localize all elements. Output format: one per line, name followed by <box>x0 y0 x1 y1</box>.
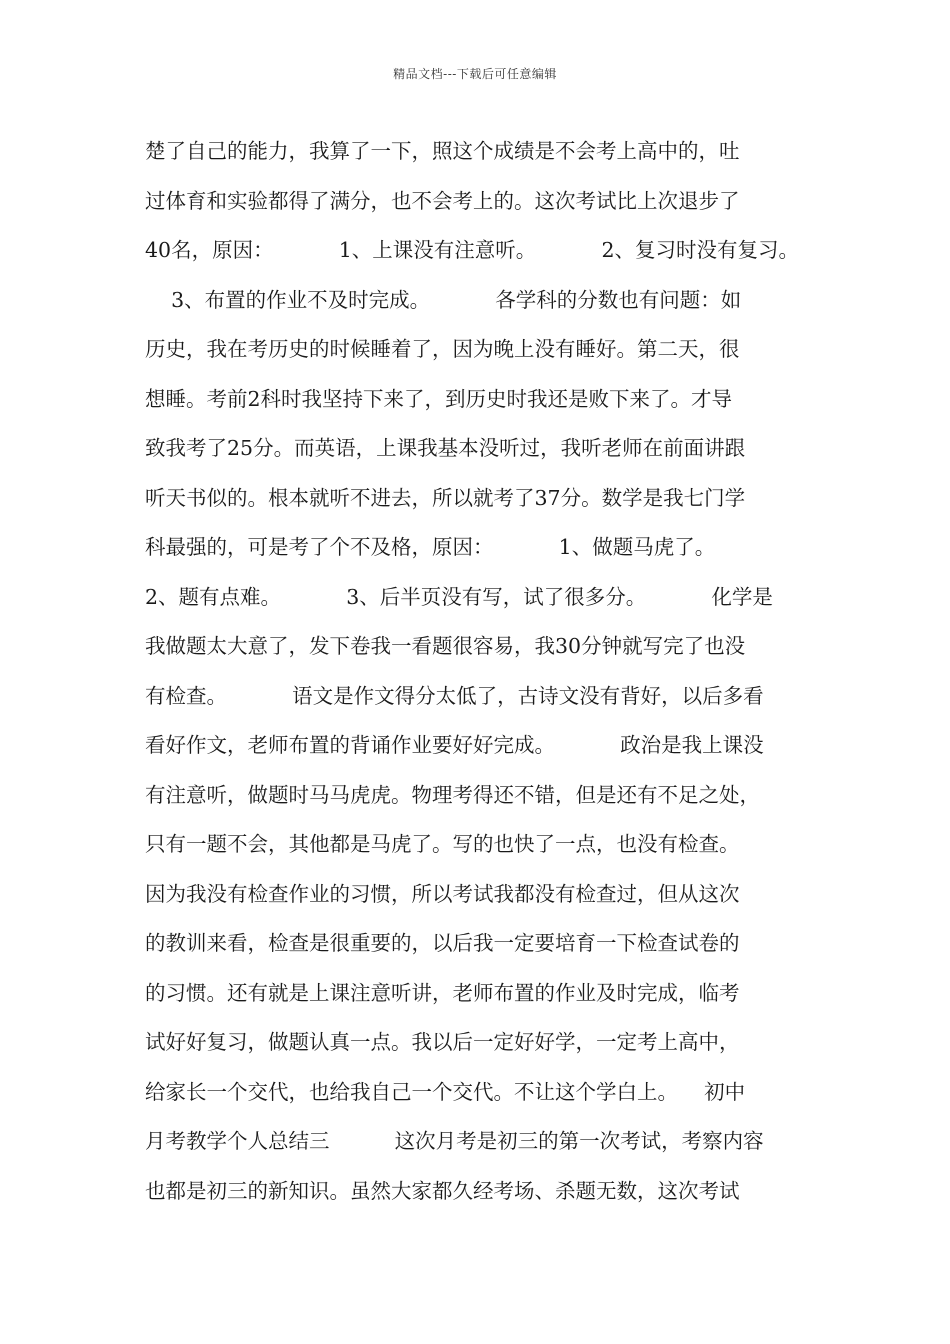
text-line: 的习惯。还有就是上课注意听讲，老师布置的作业及时完成，临考 <box>145 980 740 1005</box>
text-line: 看好作文，老师布置的背诵作业要好好完成。 政治是我上课没 <box>145 733 764 757</box>
text-line: 因为我没有检查作业的习惯，所以考试我都没有检查过，但从这次 <box>145 881 740 906</box>
document-body <box>145 134 825 1223</box>
text-line: 科最强的，可是考了个不及格，原因： 1、做题马虎了。 <box>145 535 716 559</box>
page-header: 精品文档---下载后可任意编辑 <box>393 67 557 81</box>
text-line: 的教训来看，检查是很重要的，以后我一定要培育一下检查试卷的 <box>145 931 740 955</box>
text-line: 试好好复习，做题认真一点。我以后一定好好学，一定考上高中， <box>145 1030 740 1054</box>
text-line: 有检查。 语文是作文得分太低了，古诗文没有背好，以后多看 <box>145 683 764 708</box>
text-line: 给家长一个交代，也给我自己一个交代。不让这个学白上。 初中 <box>145 1079 746 1104</box>
text-line: 想睡。考前2科时我坚持下来了，到历史时我还是败下来了。才导 <box>145 386 733 411</box>
text-line: 只有一题不会，其他都是马虎了。写的也快了一点，也没有检查。 <box>145 832 740 856</box>
text-line: 40名，原因： 1、上课没有注意听。 2、复习时没有复习。 <box>145 238 799 262</box>
text-line: 也都是初三的新知识。虽然大家都久经考场、杀题无数，这次考试 <box>145 1178 740 1203</box>
text-line: 3、布置的作业不及时完成。 各学科的分数也有问题：如 <box>145 287 742 312</box>
text-line: 过体育和实验都得了满分，也不会考上的。这次考试比上次退步了 <box>145 188 740 213</box>
text-line: 我做题太大意了，发下卷我一看题很容易，我30分钟就写完了也没 <box>145 634 746 658</box>
text-line: 2、题有点难。 3、后半页没有写，试了很多分。 化学是 <box>145 584 773 609</box>
text-line: 听天书似的。根本就听不进去，所以就考了37分。数学是我七门学 <box>145 485 746 510</box>
text-line: 有注意听，做题时马马虎虎。物理考得还不错，但是还有不足之处， <box>145 782 760 807</box>
text-line: 楚了自己的能力，我算了一下，照这个成绩是不会考上高中的，吐 <box>145 139 740 163</box>
text-line: 月考教学个人总结三 这次月考是初三的第一次考试，考察内容 <box>145 1129 764 1153</box>
text-line: 历史，我在考历史的时候睡着了，因为晚上没有睡好。第二天，很 <box>145 337 740 361</box>
text-line: 致我考了25分。而英语，上课我基本没听过，我听老师在前面讲跟 <box>145 436 746 460</box>
